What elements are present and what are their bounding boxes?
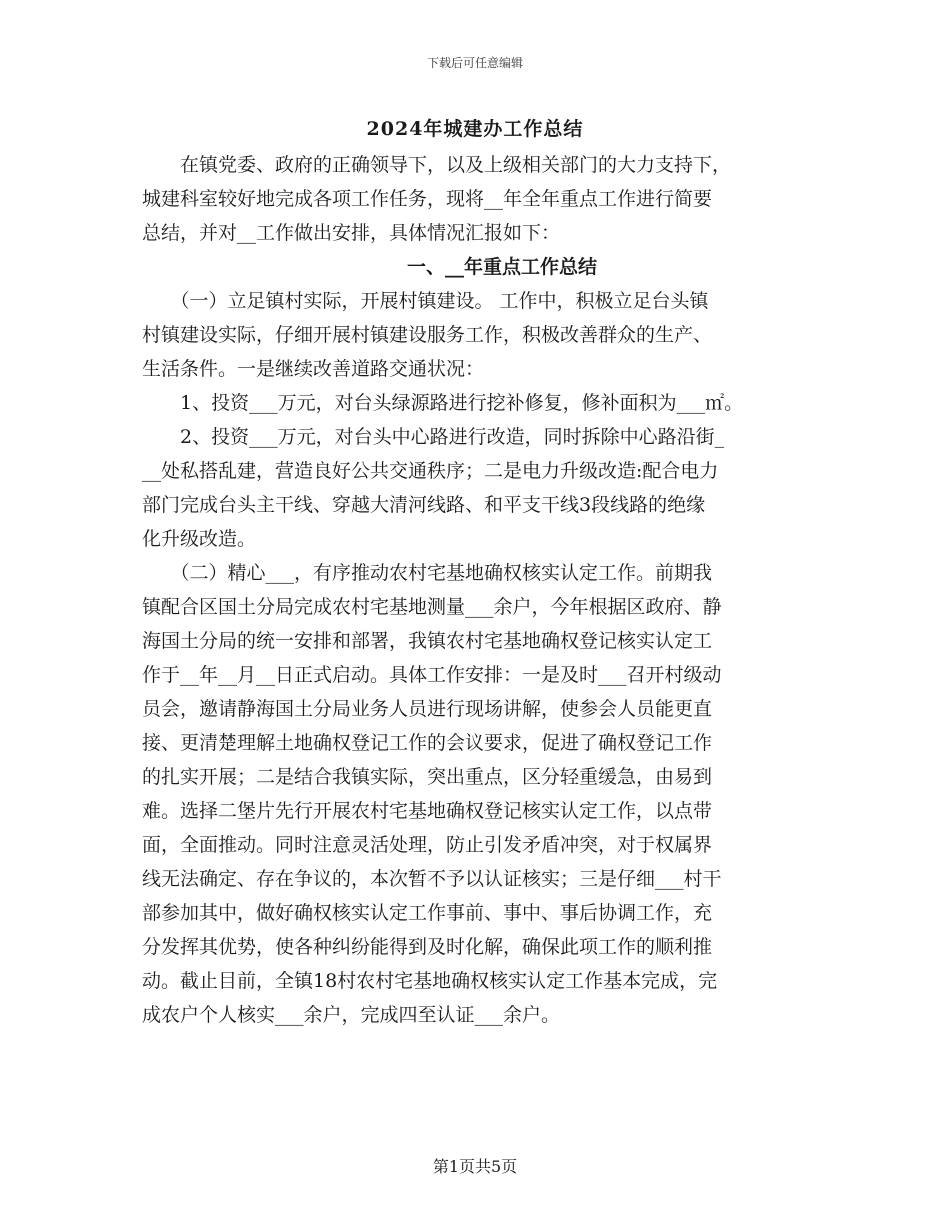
body-line: 成农户个人核实___余户，完成四至认证___余户。: [142, 1004, 561, 1026]
body-line: 的扎实开展；二是结合我镇实际，突出重点，区分轻重缓急，由易到: [142, 766, 713, 788]
body-line: 在镇党委、政府的正确领导下，以及上级相关部门的大力支持下，: [142, 154, 732, 176]
body-line: 接、更清楚理解土地确权登记工作的会议要求，促进了确权登记工作: [142, 732, 713, 754]
body-line: 面，全面推动。同时注意灵活处理，防止引发矛盾冲突，对于权属界: [142, 834, 713, 856]
body-line: 2、投资___万元，对台头中心路进行改造，同时拆除中心路沿街_: [142, 426, 725, 448]
body-line: __处私搭乱建，营造良好公共交通秩序；二是电力升级改造:配合电力: [142, 460, 719, 482]
body-line: 部参加其中，做好确权核实认定工作事前、事中、事后协调工作，充: [142, 902, 713, 924]
body-line: 动。截止目前，全镇18村农村宅基地确权核实认定工作基本完成，完: [142, 970, 718, 992]
body-line: 总结，并对__工作做出安排，具体情况汇报如下：: [142, 222, 561, 244]
document-title: 2024年城建办工作总结: [366, 118, 584, 140]
body-line: 难。选择二堡片先行开展农村宅基地确权登记核实认定工作，以点带: [142, 800, 713, 822]
body-line: 线无法确定、存在争议的，本次暂不予以认证核实；三是仔细___村干: [142, 868, 722, 890]
document-body: [142, 148, 822, 1032]
body-line: （二）精心___，有序推动农村宅基地确权核实认定工作。前期我: [142, 562, 713, 584]
body-line: 化升级改造。: [142, 528, 257, 550]
body-line: 作于__年__月__日正式启动。具体工作安排：一是及时___召开村级动: [142, 664, 722, 686]
body-line: 1、投资___万元，对台头绿源路进行挖补修复，修补面积为___㎡。: [142, 392, 744, 414]
body-line: 海国土分局的统一安排和部署，我镇农村宅基地确权登记核实认定工: [142, 630, 713, 652]
body-line: （一）立足镇村实际，开展村镇建设。 工作中，积极立足台头镇: [142, 290, 709, 312]
header-note: 下载后可任意编辑: [426, 56, 523, 70]
body-line: 员会，邀请静海国土分局业务人员进行现场讲解，使参会人员能更直: [142, 698, 713, 720]
body-line: 镇配合区国土分局完成农村宅基地测量___余户，今年根据区政府、静: [142, 596, 722, 618]
body-line: 分发挥其优势，使各种纠纷能得到及时化解，确保此项工作的顺利推: [142, 936, 713, 958]
body-line: 城建科室较好地完成各项工作任务，现将__年全年重点工作进行简要: [142, 188, 713, 210]
section-heading: 一、__年重点工作总结: [406, 256, 597, 278]
body-line: 村镇建设实际，仔细开展村镇建设服务工作，积极改善群众的生产、: [142, 324, 713, 346]
page-footer: 第1页共5页: [432, 1157, 518, 1176]
body-line: 生活条件。一是继续改善道路交通状况：: [142, 358, 485, 380]
body-line: 部门完成台头主干线、穿越大清河线路、和平支干线3段线路的绝缘: [142, 494, 706, 516]
